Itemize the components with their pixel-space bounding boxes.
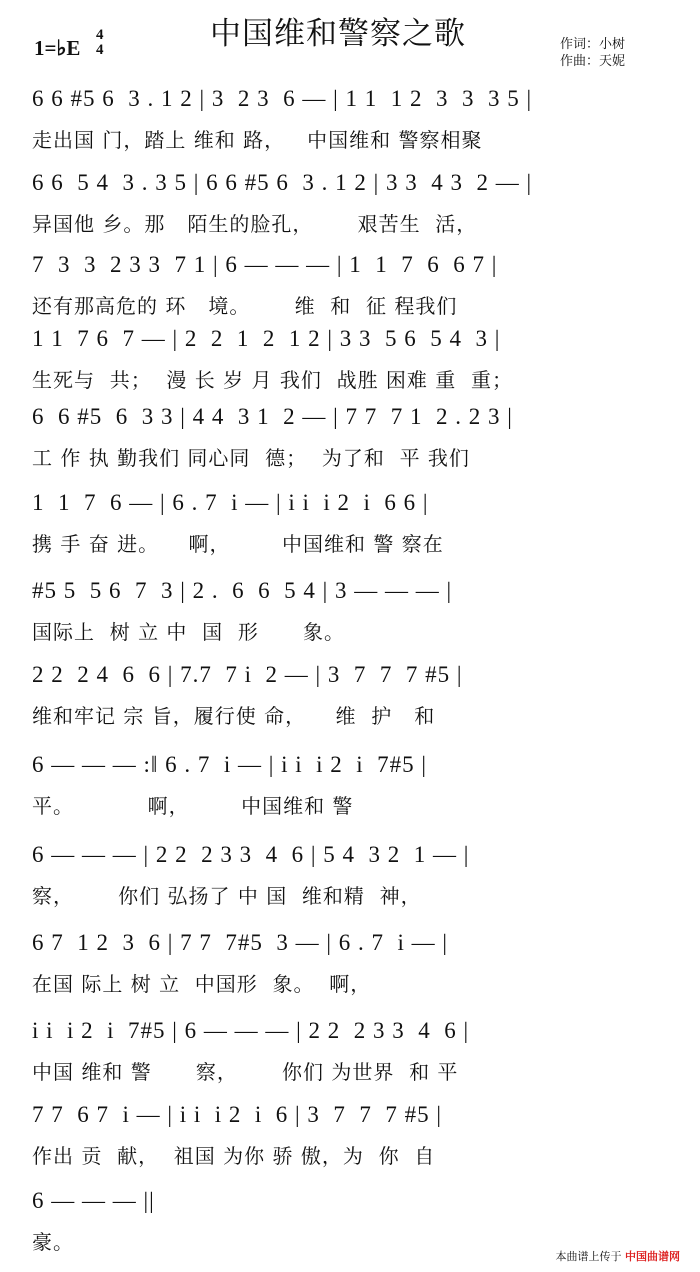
lyric-line: 在国 际上 树 立 中国形 象。 啊，	[32, 972, 372, 996]
score-system	[26, 326, 676, 406]
notation-line: 1 1 7 6 7 — | 2 2 1 2 1 2 | 3 3 5 6 5 4 3 |	[32, 326, 501, 351]
lyric-line: 走出国 门，踏上 维和 路， 中国维和 警察相聚	[32, 128, 483, 152]
notation-line: 6 6 #5 6 3 3 | 4 4 3 1 2 — | 7 7 7 1 2 . 2 3 |	[32, 404, 513, 429]
lyric-line: 生死与 共； 漫 长 岁 月 我们 战胜 困难 重 重；	[32, 368, 514, 392]
lyric-line: 异国他 乡。那 陌生的脸孔， 艰苦生 活，	[32, 212, 478, 236]
notation-line: 6 7 1 2 3 6 | 7 7 7#5 3 — | 6 . 7 i — |	[32, 930, 448, 955]
notation-line: 6 — — — ||	[32, 1188, 155, 1213]
lyric-line: 还有那高危的 环 境。 维 和 征 程我们	[32, 294, 458, 318]
key-signature: 1=♭E	[34, 36, 81, 60]
upload-note: 本曲谱上传于	[555, 1250, 622, 1263]
score-system	[26, 842, 676, 922]
notation-line: 6 — — — :‖ 6 . 7 i — | i i i 2 i 7#5 |	[32, 752, 428, 777]
notation-line: 6 6 #5 6 3 . 1 2 | 3 2 3 6 — | 1 1 1 2 3 3 3 5 |	[32, 86, 533, 111]
score-system	[26, 170, 676, 250]
notation-line: i i i 2 i 7#5 | 6 — — — | 2 2 2 3 3 4 6 |	[32, 1018, 470, 1043]
meter-bottom: 4	[96, 42, 104, 58]
score-system	[26, 752, 676, 832]
notation-line: 7 7 6 7 i — | i i i 2 i 6 | 3 7 7 7 #5 |	[32, 1102, 443, 1127]
score-system	[26, 404, 676, 484]
score-system	[26, 252, 676, 332]
credits	[560, 36, 625, 70]
lyric-line: 国际上 树 立 中 国 形 象。	[32, 620, 346, 644]
lyric-line: 平。 啊， 中国维和 警	[32, 794, 354, 818]
lyric-line: 维和牢记 宗 旨，履行使 命， 维 护 和	[32, 704, 436, 728]
notation-line: 1 1 7 6 — | 6 . 7 i — | i i i 2 i 6 6 |	[32, 490, 429, 515]
score-system	[26, 86, 676, 166]
composer: 作曲：天妮	[560, 54, 626, 69]
score-system	[26, 930, 676, 1010]
site-logo[interactable]: 中国曲谱网	[625, 1250, 680, 1263]
notation-line: #5 5 5 6 7 3 | 2 . 6 6 5 4 | 3 — — — |	[32, 578, 453, 603]
notation-line: 6 — — — | 2 2 2 3 3 4 6 | 5 4 3 2 1 — |	[32, 842, 470, 867]
notation-line: 2 2 2 4 6 6 | 7.7 7 i 2 — | 3 7 7 7 #5 |	[32, 662, 463, 687]
score-system	[26, 578, 676, 658]
lyric-line: 工 作 执 勤我们 同心同 德； 为了和 平 我们	[32, 446, 470, 470]
lyric-line: 豪。	[32, 1230, 74, 1254]
time-signature	[96, 28, 104, 58]
lyricist: 作词：小树	[560, 37, 626, 52]
score-system	[26, 1102, 676, 1182]
lyric-line: 携 手 奋 进。 啊， 中国维和 警 察在	[32, 532, 444, 556]
meter-top: 4	[96, 27, 104, 43]
song-title: 中国维和警察之歌	[210, 16, 466, 52]
notation-line: 6 6 5 4 3 . 3 5 | 6 6 #5 6 3 . 1 2 | 3 3 4 3 2 — |	[32, 170, 533, 195]
score-system	[26, 662, 676, 742]
notation-line: 7 3 3 2 3 3 7 1 | 6 — — — | 1 1 7 6 6 7 |	[32, 252, 498, 277]
lyric-line: 作出 贡 献， 祖国 为你 骄 傲，为 你 自	[32, 1144, 436, 1168]
lyric-line: 察， 你们 弘扬了 中 国 维和精 神，	[32, 884, 422, 908]
footer	[556, 1248, 681, 1264]
score-system	[26, 1018, 676, 1098]
score-system	[26, 490, 676, 570]
lyric-line: 中国 维和 警 察， 你们 为世界 和 平	[32, 1060, 459, 1084]
